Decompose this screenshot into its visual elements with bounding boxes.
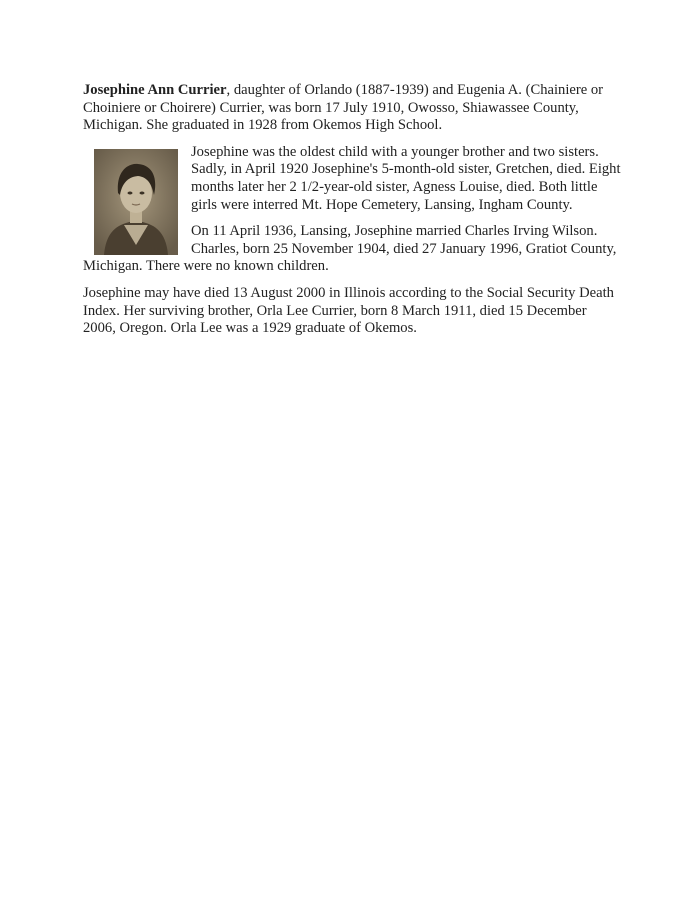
paragraph-marriage: On 11 April 1936, Lansing, Josephine married Charles Irving Wilson. Charles, born 25 November 1904, died 27 January 1996, Gratiot County, Michigan. There were no known children.	[83, 223, 617, 275]
intro-paragraph	[83, 82, 623, 135]
document-page	[83, 82, 623, 347]
paragraph-death: Josephine may have died 13 August 2000 in Illinois according to the Social Security Death Index. Her surviving brother, Orla Lee Currier, born 8 March 1911, died 15 December 2006, Oregon. Orla Lee was a 1929 graduate of Okemos.	[83, 284, 614, 337]
intro-text: , daughter of Orlando (1887-1939) and Eugenia A. (Chainiere or Choiniere or Choirere) Currier, was born 17 July 1910, Owosso, Shiawassee County, Michigan. She graduated in 1928 from Okemos High School.	[83, 82, 604, 134]
portrait-photo-icon	[94, 149, 178, 255]
person-name: Josephine Ann Currier	[83, 82, 227, 98]
paragraph-siblings: Josephine was the oldest child with a younger brother and two sisters. Sadly, in April 1920 Josephine's 5-month-old sister, Gretchen, died. Eight months later her 2 1/2-year-old sister, Agness Louise, died. Both little girls were interred Mt. Hope Cemetery, Lansing, Ingham County.	[191, 143, 621, 213]
